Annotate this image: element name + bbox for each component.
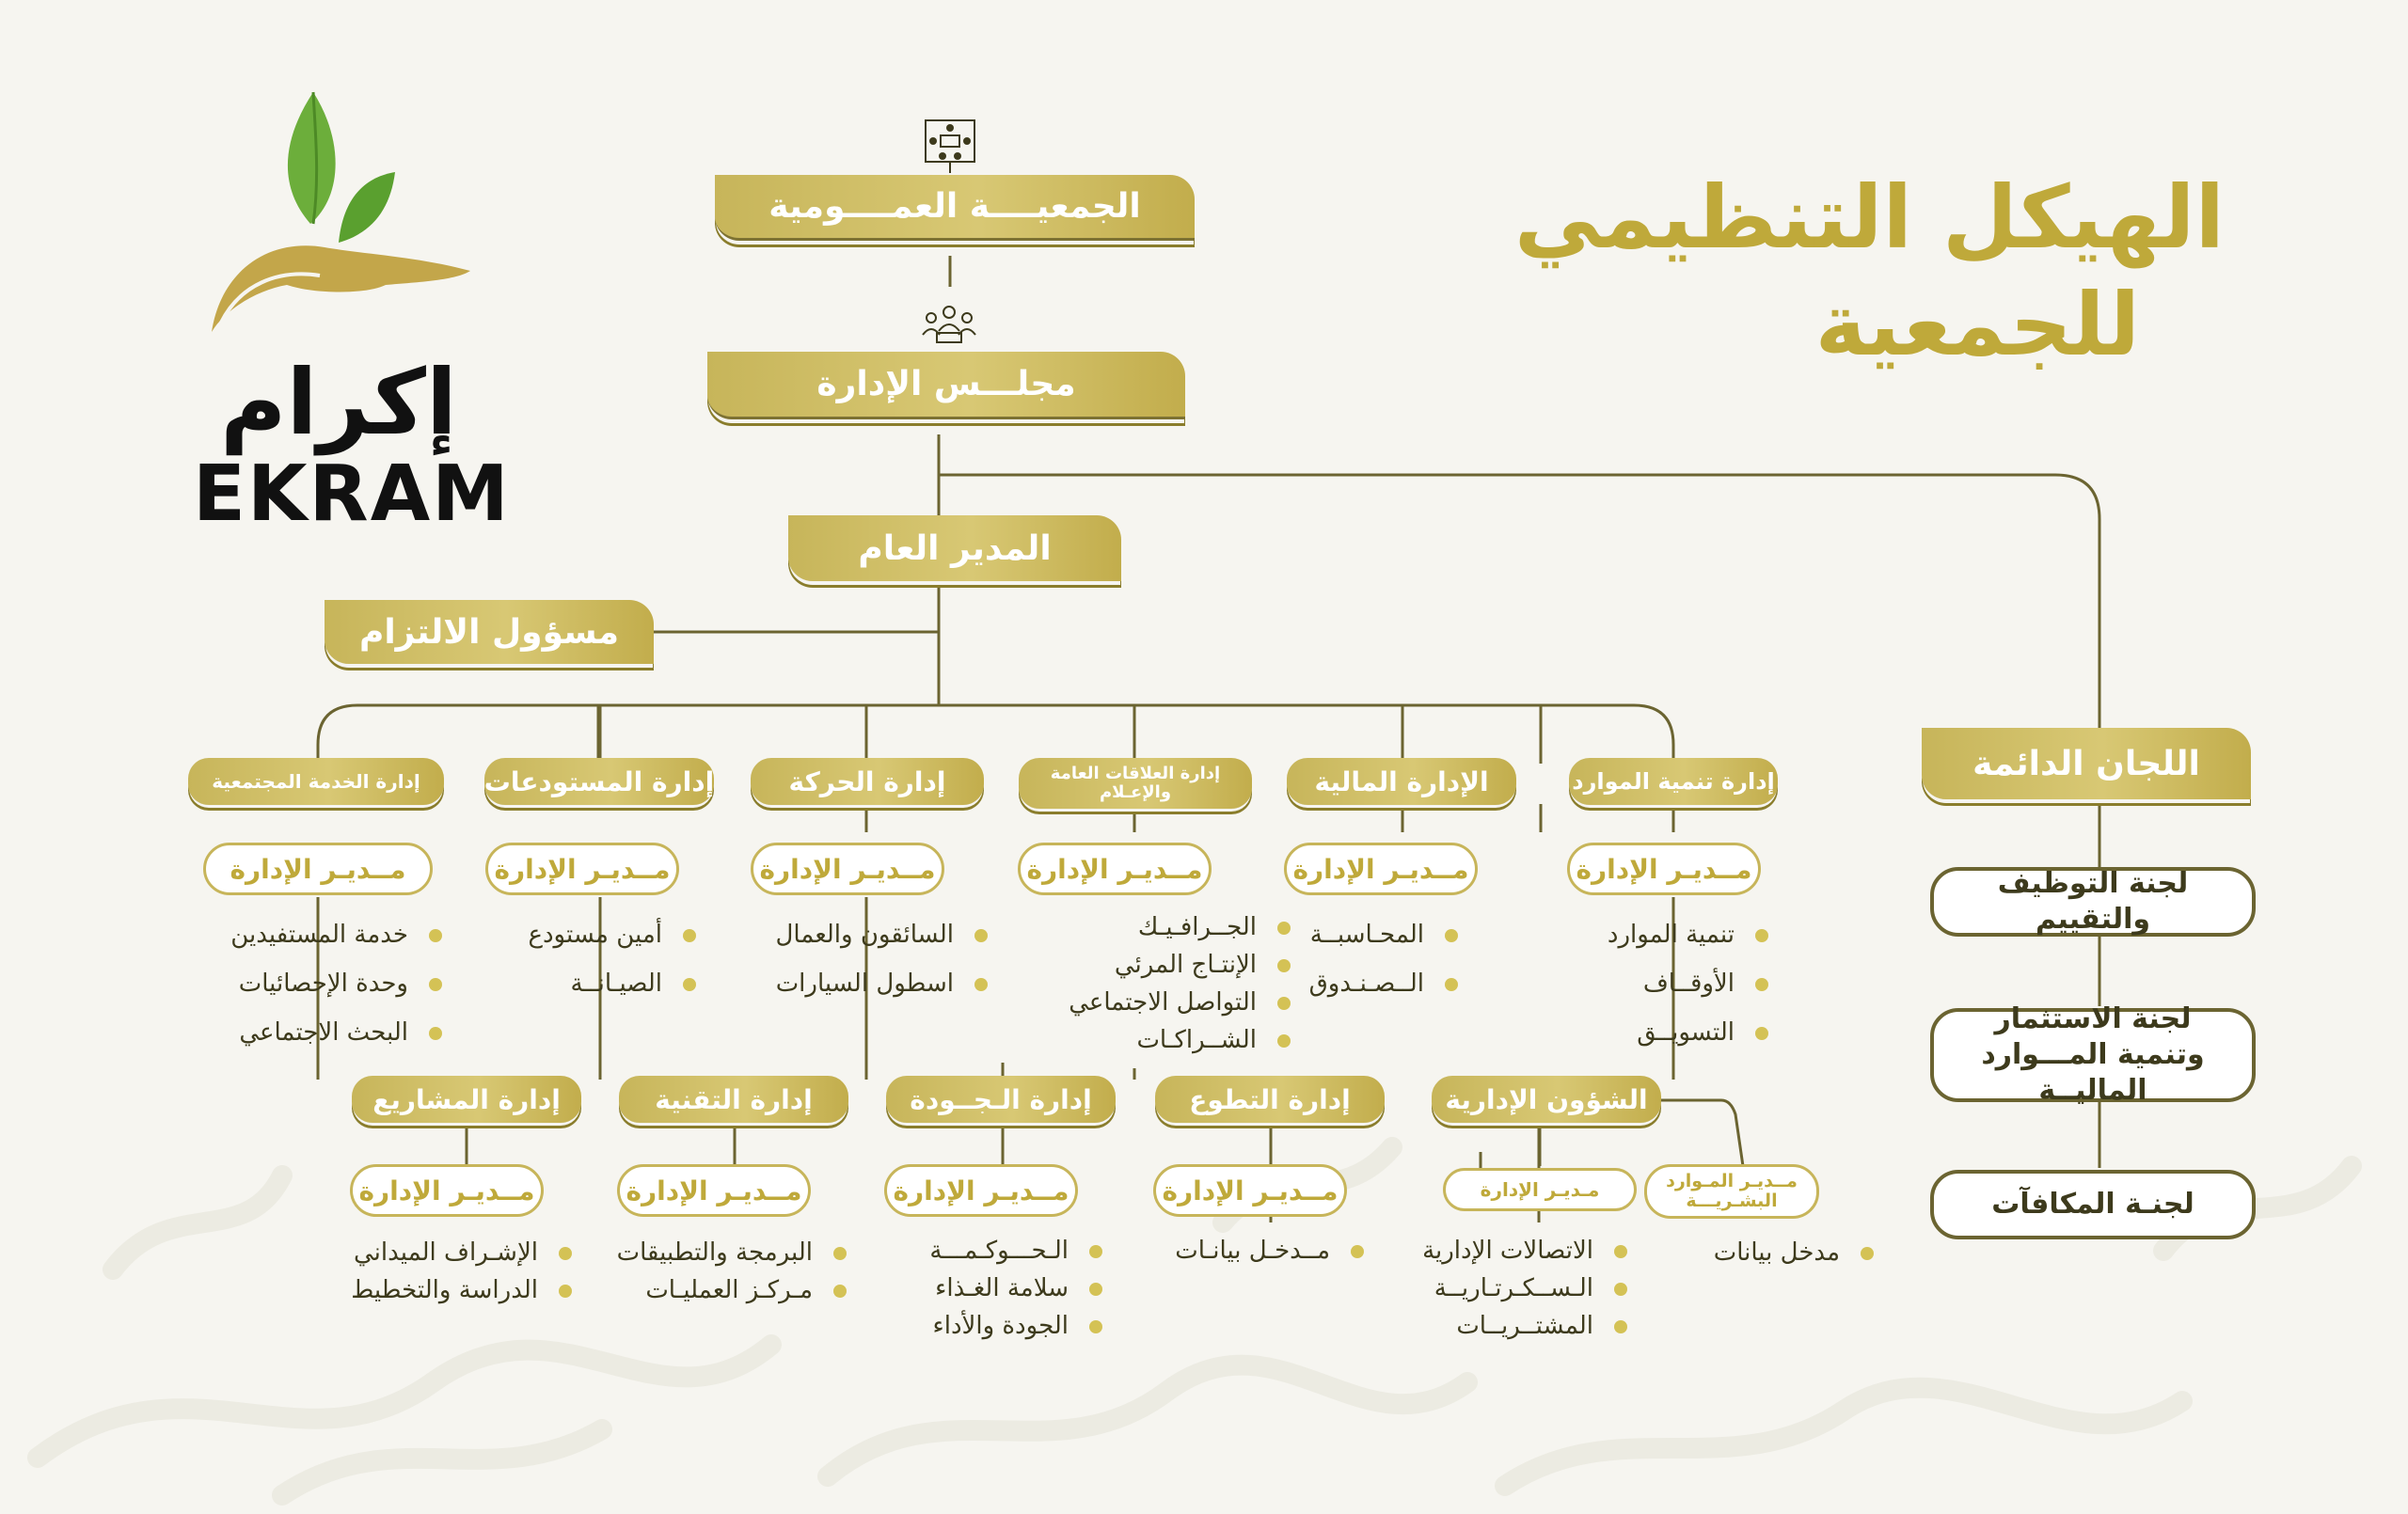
volunteering-task-list [1175,1232,1364,1270]
department-volunteering-box: إدارة التطوع [1155,1076,1385,1123]
list-item: خدمة المستفيدين [230,910,442,959]
leaf-hand-logo-icon [202,83,484,346]
page-title-line2: للجمعية [1814,275,2140,375]
list-item: مدخل بيانات [1714,1234,1874,1271]
compliance-officer-box: مسؤول الالتزام [325,600,654,664]
page-title-line1: الهيكل التنظيمي [1513,167,2225,268]
department-manager-pill: مــديـر الإدارة [203,843,433,895]
department-manager-pill: مــديـر الإدارة [1153,1164,1347,1217]
committee-box: لجنـة المكافآت [1930,1170,2256,1239]
list-item: الدراسة والتخطيط [351,1271,572,1309]
list-item: الأوقــاف [1608,959,1768,1008]
finance-task-list [1309,910,1458,1008]
projects-task-list [351,1234,572,1309]
technology-task-list [617,1234,847,1309]
department-pr-media-box: إدارة العلاقات العامة والإعـلام [1019,758,1252,809]
department-manager-pill: مــديـر الإدارة [751,843,944,895]
hr-manager-pill: مــديـر المـوارد البشـريـــة [1644,1164,1819,1219]
list-item: السائقون والعمال [775,910,988,959]
list-item: الصيـانــة [528,959,696,1008]
meeting-table-icon [920,115,980,175]
standing-committees-box: اللجان الدائمة [1922,728,2251,799]
department-manager-pill: مــديـر الإدارة [1567,843,1761,895]
department-warehouses-box: إدارة المستودعات [484,758,714,805]
department-manager-pill: مــديـر الإدارة [617,1164,811,1217]
hr-task-list [1714,1234,1874,1271]
list-item: اسطول السيارات [775,959,988,1008]
community-service-task-list [230,910,442,1057]
department-manager-pill: مــديـر الإدارة [350,1164,544,1217]
department-community-service-box: إدارة الخدمة المجتمعية [188,758,444,805]
department-projects-box: إدارة المشاريع [352,1076,581,1123]
logo-latin-text: EKRAM [193,449,511,539]
transport-task-list [775,910,988,1008]
department-manager-pill: مــديـر الإدارة [1018,843,1212,895]
list-item: المحـاسبــة [1309,910,1458,959]
list-item: البحث الاجتماعي [230,1008,442,1057]
board-box: مجلـــس الإدارة [707,352,1185,419]
list-item: الإنتـاج المرئي [1069,946,1291,984]
department-quality-box: إدارة الـجــودة [886,1076,1116,1123]
resources-task-list [1608,910,1768,1057]
department-technology-box: إدارة التقنية [619,1076,848,1123]
department-resources-box: إدارة تنمية الموارد [1569,758,1778,805]
list-item: تنمية الموارد [1608,910,1768,959]
department-finance-box: الإدارة المالية [1287,758,1516,805]
list-item: الجودة والأداء [929,1307,1102,1345]
list-item: الـحـــوكـمـــة [929,1232,1102,1270]
department-manager-pill: مــديـر الإدارة [1284,843,1478,895]
general-manager-box: المدير العام [788,515,1121,581]
department-manager-pill: مــديـر الإدارة [884,1164,1078,1217]
list-item: مـركـز العمليـات [617,1271,847,1309]
logo-arabic-text: إكرام [220,350,457,455]
admin-affairs-task-list [1422,1232,1627,1345]
list-item: التسويــق [1608,1008,1768,1057]
list-item: الــصـنـدوق [1309,959,1458,1008]
department-admin-affairs-box: الشؤون الإدارية [1432,1076,1661,1123]
list-item: المشتــريــات [1422,1307,1627,1345]
department-transport-box: إدارة الحركة [751,758,984,805]
list-item: التواصل الاجتماعي [1069,984,1291,1021]
team-group-icon [918,301,980,346]
list-item: البرمجة والتطبيقات [617,1234,847,1271]
admin-affairs-manager-pill: مـديـر الإدارة [1443,1168,1637,1211]
list-item: أمين مستودع [528,910,696,959]
department-manager-pill: مــديـر الإدارة [485,843,679,895]
general-assembly-box: الجمعيــــة العمــــومية [715,175,1195,241]
list-item: الاتصالات الإدارية [1422,1232,1627,1270]
list-item: الـســكـرتـاريــة [1422,1270,1627,1307]
list-item: الإشـراف الميداني [351,1234,572,1271]
list-item: الجــرافـيـك [1069,908,1291,946]
list-item: وحدة الإحصائيات [230,959,442,1008]
warehouses-task-list [528,910,696,1008]
list-item: سلامة الغـذاء [929,1270,1102,1307]
list-item: مــدخـل بيانـات [1175,1232,1364,1270]
list-item: الشــراكـات [1069,1021,1291,1059]
quality-task-list [929,1232,1102,1345]
committee-box: لجنة التوظيف والتقييم [1930,867,2256,937]
committee-box: لجنة الاستثمار وتنمية المـــوارد الماليــة [1930,1008,2256,1102]
pr-media-task-list [1069,908,1291,1059]
